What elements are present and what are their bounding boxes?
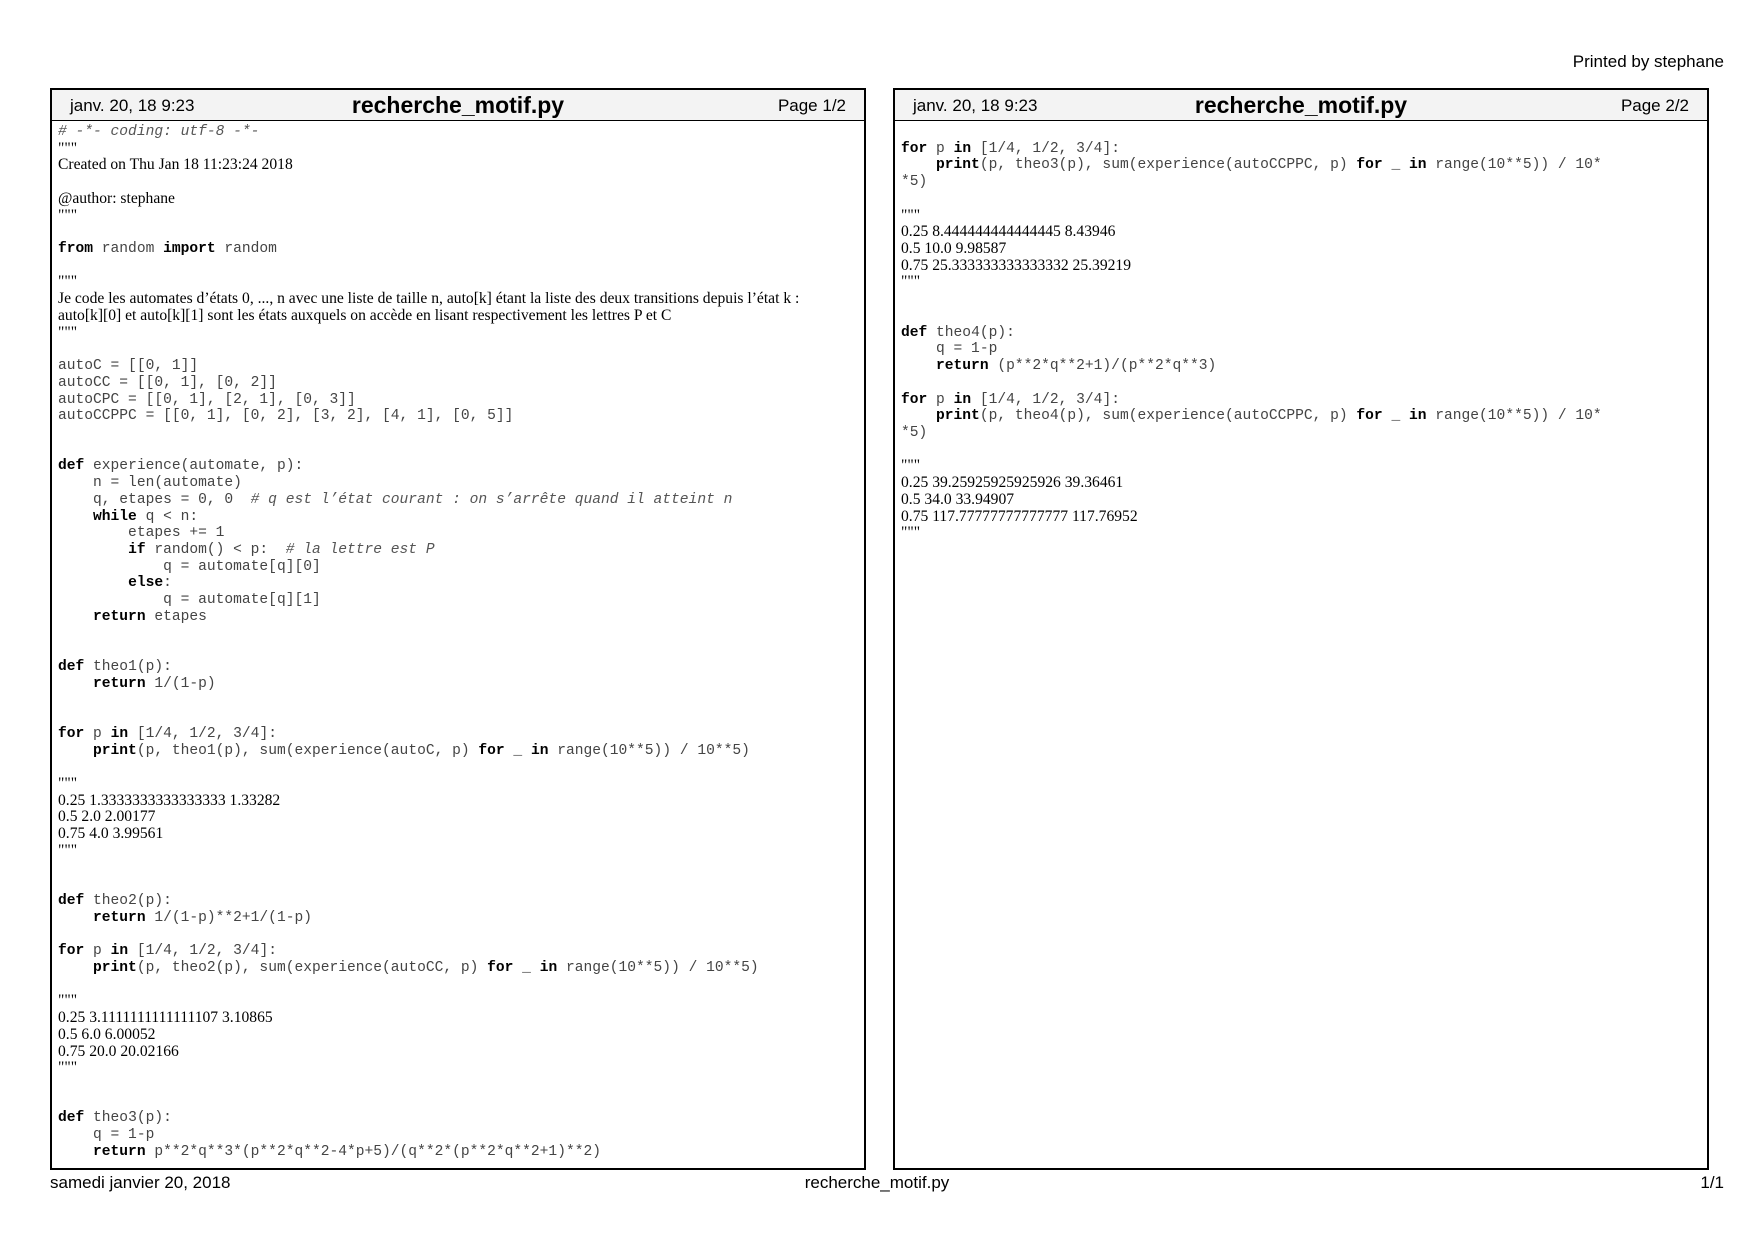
code-text: theo2(p):: [84, 893, 172, 910]
code-line: [58, 809, 858, 826]
code-keyword: def: [58, 659, 85, 675]
code-text: (p, theo2(p), sum(experience(autoCC, p): [136, 959, 488, 976]
code-line: [901, 408, 1701, 425]
code-keyword: return: [93, 608, 146, 625]
code-keyword: in: [110, 725, 129, 742]
code-keyword: in: [953, 391, 972, 408]
code-line: [58, 341, 858, 358]
code-line: [58, 425, 858, 442]
code-keyword: print: [93, 742, 137, 759]
code-line: [58, 492, 858, 509]
code-line: [58, 993, 858, 1010]
code-text: p: [927, 140, 954, 157]
code-text: [58, 542, 128, 558]
docstring-text: """: [58, 775, 78, 793]
code-line: [58, 509, 858, 526]
code-line: [58, 726, 858, 743]
code-line: [901, 191, 1701, 208]
footer-date: samedi janvier 20, 2018: [50, 1173, 231, 1192]
code-line: [58, 458, 858, 475]
code-line: [58, 559, 858, 576]
code-line: [58, 258, 858, 275]
code-text: etapes += 1: [58, 525, 225, 542]
header-page-number: Page 1/2: [777, 96, 846, 115]
code-keyword: return: [93, 675, 146, 692]
code-line: [58, 358, 858, 375]
docstring-text: 0.5 10.0 9.98587: [901, 240, 1007, 258]
docstring-text: 0.25 8.444444444444445 8.43946: [901, 223, 1116, 241]
code-line: [901, 425, 1701, 442]
code-keyword: return: [93, 1143, 146, 1160]
code-line: [58, 375, 858, 392]
docstring-text: 0.75 4.0 3.99561: [58, 825, 164, 843]
code-keyword: in: [530, 742, 549, 759]
code-text: theo4(p):: [927, 324, 1015, 341]
code-keyword: import: [163, 241, 216, 258]
code-text: [58, 509, 93, 525]
code-line: [58, 1010, 858, 1027]
code-keyword: def: [58, 893, 85, 910]
code-text: autoCCPPC = [[0, 1], [0, 2], [3, 2], [4, 1], [0, 5]]: [58, 408, 514, 425]
code-line: [58, 1127, 858, 1144]
code-line: [58, 1077, 858, 1094]
code-text: random() < p:: [145, 541, 286, 558]
code-keyword: for: [58, 725, 85, 742]
code-line: [58, 626, 858, 643]
code-line: [58, 759, 858, 776]
code-line: [58, 776, 858, 793]
header-filename: recherche_motif.py: [351, 92, 565, 118]
code-text: (p, theo1(p), sum(experience(autoC, p): [136, 742, 479, 759]
code-line: [58, 1027, 858, 1044]
code-text: [58, 609, 93, 625]
code-keyword: for: [901, 391, 928, 408]
docstring-text: 0.75 20.0 20.02166: [58, 1042, 179, 1060]
code-line: [58, 609, 858, 626]
page-header: [895, 90, 1707, 121]
code-keyword: print: [93, 959, 137, 976]
code-text: autoC = [[0, 1]]: [58, 358, 199, 375]
code-keyword: else: [128, 575, 164, 592]
docstring-text: Je code les automates d’états 0, ..., n avec une liste de taille n, auto[k] étant la liste des deux transitions depuis l’état k :: [58, 290, 800, 308]
code-text: autoCC = [[0, 1], [0, 2]]: [58, 374, 277, 391]
code-text: q = 1-p: [901, 341, 998, 358]
code-line: [58, 325, 858, 342]
code-line: [901, 124, 1701, 141]
docstring-text: """: [901, 273, 921, 291]
docstring-text: 0.75 117.77777777777777 117.76952: [901, 507, 1138, 525]
code-text: [58, 676, 93, 692]
docstring-text: 0.75 25.333333333333332 25.39219: [901, 256, 1132, 274]
code-line: [58, 542, 858, 559]
code-text: [58, 960, 93, 976]
docstring-text: """: [58, 1059, 78, 1077]
code-line: [58, 793, 858, 810]
docstring-text: 0.25 1.3333333333333333 1.33282: [58, 791, 281, 809]
code-keyword: for: [1356, 408, 1383, 425]
header-date: janv. 20, 18 9:23: [913, 96, 1038, 115]
code-keyword: in: [110, 943, 129, 960]
code-line: [58, 442, 858, 459]
code-line: [58, 1094, 858, 1111]
code-text: [58, 575, 128, 591]
code-page-2: [893, 88, 1709, 1170]
code-text: [1/4, 1/2, 3/4]:: [971, 140, 1120, 157]
code-line: [901, 442, 1701, 459]
code-text: q, etapes = 0, 0: [58, 491, 251, 508]
code-line: [58, 843, 858, 860]
code-text: [1/4, 1/2, 3/4]:: [971, 391, 1120, 408]
docstring-text: Created on Thu Jan 18 11:23:24 2018: [58, 156, 293, 174]
code-keyword: print: [936, 157, 980, 174]
docstring-text: """: [58, 273, 78, 291]
code-text: autoCPC = [[0, 1], [2, 1], [0, 3]]: [58, 391, 356, 408]
code-text: (p**2*q**2+1)/(p**2*q**3): [988, 358, 1217, 375]
code-line: [58, 291, 858, 308]
docstring-text: 0.5 2.0 2.00177: [58, 808, 156, 826]
code-line: [901, 341, 1701, 358]
code-line: [58, 1044, 858, 1061]
code-keyword: while: [93, 508, 137, 525]
code-line: [901, 258, 1701, 275]
docstring-text: """: [901, 206, 921, 224]
code-line: [901, 308, 1701, 325]
code-text: range(10**5)) / 10**5): [548, 742, 750, 759]
code-keyword: in: [953, 140, 972, 157]
code-line: [58, 224, 858, 241]
docstring-text: @author: stephane: [58, 189, 175, 207]
code-text: q = automate[q][1]: [58, 592, 321, 609]
code-text: p: [84, 725, 111, 742]
code-line: [901, 458, 1701, 475]
code-text: q = automate[q][0]: [58, 558, 321, 575]
code-line: [58, 174, 858, 191]
code-text: p: [84, 943, 111, 960]
code-keyword: for: [58, 943, 85, 960]
code-line: [901, 174, 1701, 191]
code-line: [58, 692, 858, 709]
code-keyword: for: [1356, 157, 1383, 174]
code-text: 1/(1-p): [145, 675, 216, 692]
code-text: _: [504, 742, 531, 759]
code-line: [58, 876, 858, 893]
code-text: etapes: [145, 608, 207, 625]
code-line: [901, 325, 1701, 342]
code-line: [901, 475, 1701, 492]
printed-by-label: Printed by stephane: [1572, 52, 1724, 71]
docstring-text: auto[k][0] et auto[k][1] sont les états auxquels on accède en lisant respectivement les lettres P et C: [58, 306, 672, 324]
code-line: [58, 960, 858, 977]
code-line: [901, 241, 1701, 258]
code-keyword: def: [58, 1110, 85, 1127]
code-keyword: in: [1408, 408, 1427, 425]
code-keyword: for: [901, 140, 928, 157]
code-text: range(10**5)) / 10*: [1426, 408, 1602, 425]
docstring-text: """: [901, 524, 921, 542]
code-text: [58, 1144, 93, 1160]
code-text: :: [163, 575, 172, 592]
code-line: [58, 642, 858, 659]
docstring-text: """: [901, 457, 921, 475]
code-keyword: for: [478, 742, 505, 759]
code-text: (p, theo3(p), sum(experience(autoCCPPC, p): [979, 157, 1357, 174]
footer-filename: recherche_motif.py: [804, 1173, 950, 1192]
code-line: [58, 709, 858, 726]
code-text: _: [1382, 157, 1409, 174]
code-keyword: in: [539, 959, 558, 976]
code-line: [58, 575, 858, 592]
code-line: [901, 274, 1701, 291]
code-line: [58, 676, 858, 693]
docstring-text: """: [58, 992, 78, 1010]
code-line: [901, 509, 1701, 526]
docstring-text: """: [58, 323, 78, 341]
code-line: [58, 191, 858, 208]
code-line: [58, 241, 858, 258]
code-text: [1/4, 1/2, 3/4]:: [128, 943, 277, 960]
code-line: [901, 224, 1701, 241]
code-text: [901, 358, 936, 374]
code-line: [901, 375, 1701, 392]
code-keyword: in: [1408, 157, 1427, 174]
header-page-number: Page 2/2: [1620, 96, 1689, 115]
code-text: [58, 743, 93, 759]
code-line: [58, 408, 858, 425]
code-line: [58, 208, 858, 225]
code-line: [58, 659, 858, 676]
code-page-1: [50, 88, 866, 1170]
code-text: experience(automate, p):: [84, 458, 304, 475]
code-text: range(10**5)) / 10**5): [557, 959, 759, 976]
code-text: [901, 408, 936, 424]
code-text: _: [513, 959, 540, 976]
footer-page-count: 1/1: [1700, 1173, 1724, 1192]
code-keyword: def: [901, 324, 928, 341]
code-line: [58, 1110, 858, 1127]
code-line: [58, 141, 858, 158]
code-line: [901, 208, 1701, 225]
code-text: theo3(p):: [84, 1110, 172, 1127]
code-text: (p, theo4(p), sum(experience(autoCCPPC, p): [979, 408, 1357, 425]
code-line: [58, 1144, 858, 1161]
code-keyword: for: [487, 959, 514, 976]
code-comment: # -*- coding: utf-8 -*-: [58, 124, 260, 140]
code-text: [1/4, 1/2, 3/4]:: [128, 725, 277, 742]
code-text: p: [927, 391, 954, 408]
code-listing: [901, 124, 1701, 1168]
code-text: *5): [901, 174, 928, 191]
code-line: [58, 927, 858, 944]
code-line: [58, 475, 858, 492]
docstring-text: 0.25 3.1111111111111107 3.10865: [58, 1009, 273, 1027]
code-comment: # q est l’état courant : on s’arrête quand il atteint n: [250, 491, 733, 508]
code-keyword: print: [936, 408, 980, 425]
docstring-text: 0.25 39.25925925925926 39.36461: [901, 474, 1124, 492]
code-line: [58, 893, 858, 910]
code-text: p**2*q**3*(p**2*q**2-4*p+5)/(q**2*(p**2*q**2+1)**2): [145, 1143, 601, 1160]
code-line: [58, 743, 858, 760]
code-keyword: return: [93, 909, 146, 926]
header-date: janv. 20, 18 9:23: [70, 96, 195, 115]
code-line: [58, 1060, 858, 1077]
code-keyword: from: [58, 241, 94, 258]
code-keyword: if: [128, 541, 146, 558]
code-text: random: [93, 241, 164, 258]
code-line: [58, 860, 858, 877]
code-listing: [58, 124, 858, 1168]
docstring-text: """: [58, 841, 78, 859]
code-line: [901, 492, 1701, 509]
code-line: [58, 525, 858, 542]
docstring-text: """: [58, 206, 78, 224]
code-text: random: [215, 241, 277, 258]
code-line: [58, 157, 858, 174]
code-line: [58, 943, 858, 960]
code-text: _: [1382, 408, 1409, 425]
docstring-text: 0.5 34.0 33.94907: [901, 490, 1015, 508]
header-filename: recherche_motif.py: [1194, 92, 1408, 118]
code-line: [901, 525, 1701, 542]
code-text: q < n:: [136, 508, 199, 525]
code-text: n = len(automate): [58, 475, 242, 492]
code-line: [58, 977, 858, 994]
code-line: [901, 358, 1701, 375]
code-text: [58, 910, 93, 926]
code-text: theo1(p):: [84, 659, 172, 675]
page-header: [52, 90, 864, 121]
docstring-text: 0.5 6.0 6.00052: [58, 1025, 156, 1043]
docstring-text: """: [58, 139, 78, 157]
code-line: [901, 141, 1701, 158]
code-line: [58, 826, 858, 843]
code-line: [58, 392, 858, 409]
code-text: q = 1-p: [58, 1127, 155, 1144]
code-line: [901, 291, 1701, 308]
code-line: [58, 308, 858, 325]
code-text: 1/(1-p)**2+1/(1-p): [145, 909, 312, 926]
code-line: [58, 124, 858, 141]
code-text: range(10**5)) / 10*: [1426, 157, 1602, 174]
code-line: [58, 910, 858, 927]
code-keyword: return: [936, 358, 989, 375]
code-line: [901, 157, 1701, 174]
code-text: [901, 157, 936, 173]
code-line: [58, 274, 858, 291]
code-line: [58, 592, 858, 609]
code-text: *5): [901, 424, 928, 441]
code-keyword: def: [58, 458, 85, 475]
code-line: [901, 392, 1701, 409]
code-comment: # la lettre est P: [285, 541, 435, 558]
